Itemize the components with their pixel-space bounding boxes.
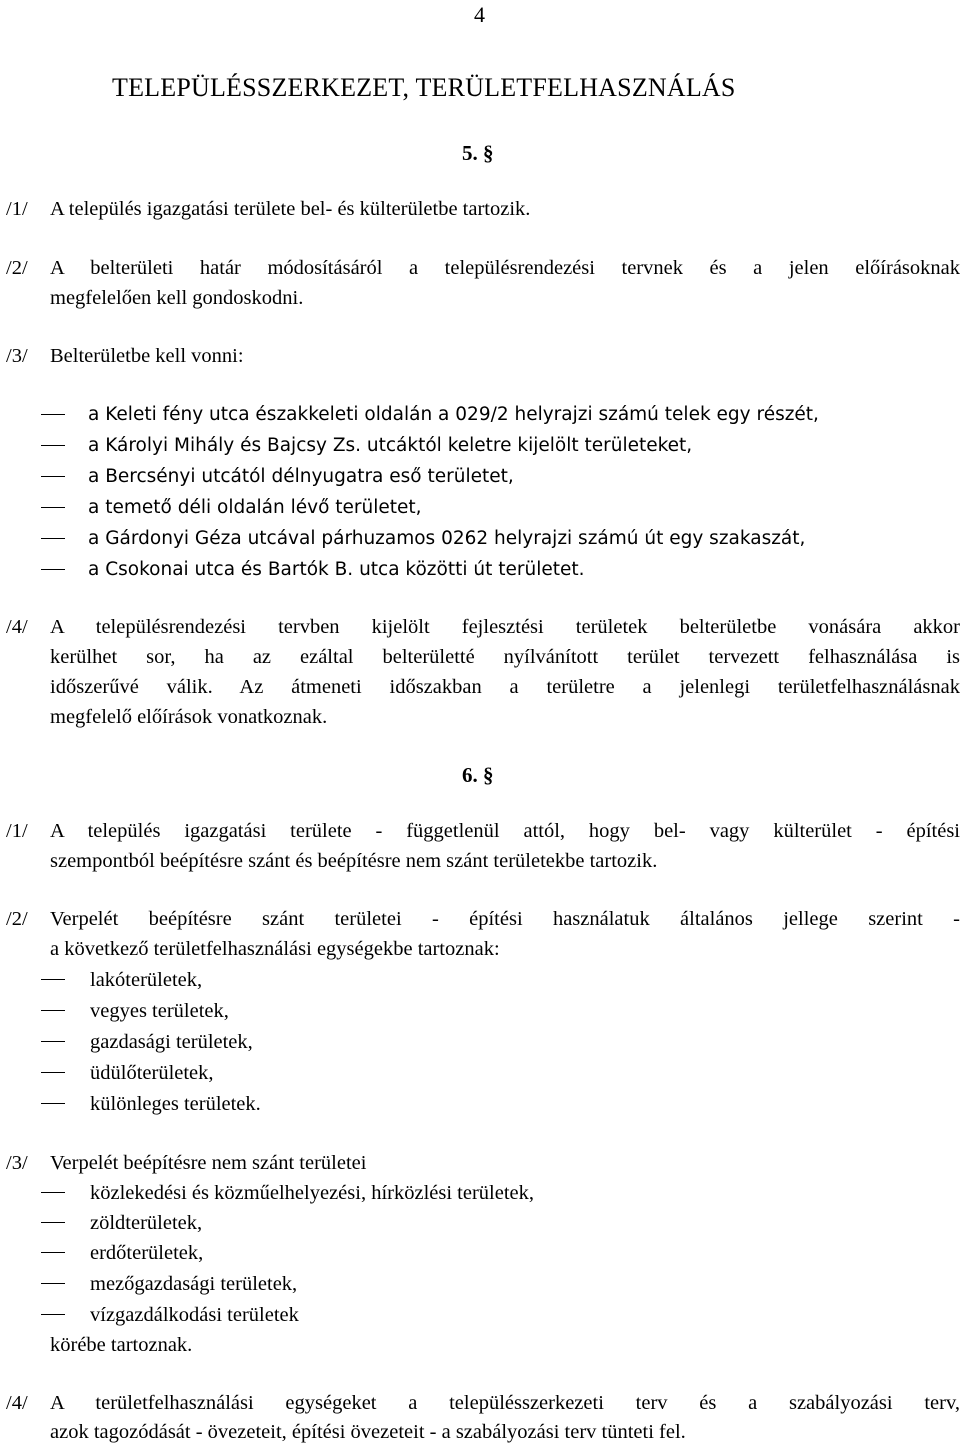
paragraph-number: /2/ [6, 257, 28, 279]
list-item: zöldterületek, [0, 1208, 960, 1238]
dash-bullet-icon [41, 1072, 65, 1073]
list-item: a Csokonai utca és Bartók B. utca közötti út területet. [0, 555, 960, 585]
dash-bullet-icon [41, 1192, 65, 1193]
list-item: közlekedési és közműelhelyezési, hírközlési területek, [0, 1178, 960, 1208]
list-item: a Keleti fény utca északkeleti oldalán a 029/2 helyrajzi számú telek egy részét, [0, 400, 960, 430]
section-5-heading: 5. § [462, 141, 494, 165]
paragraph-line: A településrendezési tervben kijelölt fejlesztési területek belterületbe vonására akkor [50, 616, 960, 638]
list-item: lakóterületek, [0, 965, 960, 995]
list-item: mezőgazdasági területek, [0, 1269, 960, 1299]
paragraph-text: A település igazgatási területe bel- és külterületbe tartozik. [50, 198, 531, 220]
dash-bullet-icon [41, 538, 65, 539]
list-item: vízgazdálkodási területek [0, 1300, 960, 1330]
paragraph-number: /3/ [6, 345, 28, 367]
dash-bullet-icon [41, 476, 65, 477]
list-item: erdőterületek, [0, 1238, 960, 1268]
paragraph-line: A belterületi határ módosításáról a településrendezési tervnek és a jelen előírásoknak [50, 257, 960, 279]
paragraph-line: megfelelő előírások vonatkoznak. [50, 706, 328, 728]
paragraph-number: /4/ [6, 1392, 28, 1414]
list-item: üdülőterületek, [0, 1058, 960, 1088]
paragraph-number: /1/ [6, 820, 28, 842]
list-item: a Bercsényi utcától délnyugatra eső területet, [0, 462, 960, 492]
paragraph-line: Verpelét beépítésre szánt területei - építési használatuk általános jellege szerint - [50, 908, 960, 930]
dash-bullet-icon [41, 1283, 65, 1284]
paragraph-line: időszerűvé válik. Az átmeneti időszakban a területre a jelenlegi területfelhasználásnak [50, 676, 960, 698]
paragraph-number: /3/ [6, 1152, 28, 1174]
paragraph-line: megfelelően kell gondoskodni. [50, 287, 304, 309]
dash-bullet-icon [41, 507, 65, 508]
paragraph-number: /2/ [6, 908, 28, 930]
dash-bullet-icon [41, 1252, 65, 1253]
dash-bullet-icon [41, 1010, 65, 1011]
dash-bullet-icon [41, 414, 65, 415]
paragraph-number: /4/ [6, 616, 28, 638]
dash-bullet-icon [41, 1103, 65, 1104]
dash-bullet-icon [41, 1041, 65, 1042]
dash-bullet-icon [41, 445, 65, 446]
paragraph-line: A település igazgatási területe - függetlenül attól, hogy bel- vagy külterület - építési [50, 820, 960, 842]
section-6-heading: 6. § [462, 763, 494, 787]
page-number: 4 [474, 2, 485, 27]
list-item: vegyes területek, [0, 996, 960, 1026]
paragraph-line: szempontból beépítésre szánt és beépítésre nem szánt területekbe tartozik. [50, 850, 658, 872]
list-item: a Károlyi Mihály és Bajcsy Zs. utcáktól keletre kijelölt területeket, [0, 431, 960, 461]
paragraph-number: /1/ [6, 198, 28, 220]
paragraph-text: Belterületbe kell vonni: [50, 345, 244, 367]
dash-bullet-icon [41, 979, 65, 980]
paragraph-text: Verpelét beépítésre nem szánt területei [50, 1152, 367, 1174]
paragraph-line: a következő területfelhasználási egységekbe tartoznak: [50, 938, 500, 960]
paragraph-line: kerülhet sor, ha az ezáltal belterületté nyílvánított terület tervezett felhasználása is [50, 646, 960, 668]
dash-bullet-icon [41, 1314, 65, 1315]
list-item: a temető déli oldalán lévő területet, [0, 493, 960, 523]
paragraph-closing: körébe tartoznak. [50, 1334, 193, 1356]
dash-bullet-icon [41, 1222, 65, 1223]
dash-bullet-icon [41, 569, 65, 570]
page-title: TELEPÜLÉSSZERKEZET, TERÜLETFELHASZNÁLÁS [112, 73, 736, 102]
paragraph-line: azok tagozódását - övezeteit, építési övezeteit - a szabályozási terv tünteti fel. [50, 1421, 686, 1443]
list-item: a Gárdonyi Géza utcával párhuzamos 0262 helyrajzi számú út egy szakaszát, [0, 524, 960, 554]
list-item: gazdasági területek, [0, 1027, 960, 1057]
paragraph-line: A területfelhasználási egységeket a településszerkezeti terv és a szabályozási terv, [50, 1392, 960, 1414]
list-item: különleges területek. [0, 1089, 960, 1119]
